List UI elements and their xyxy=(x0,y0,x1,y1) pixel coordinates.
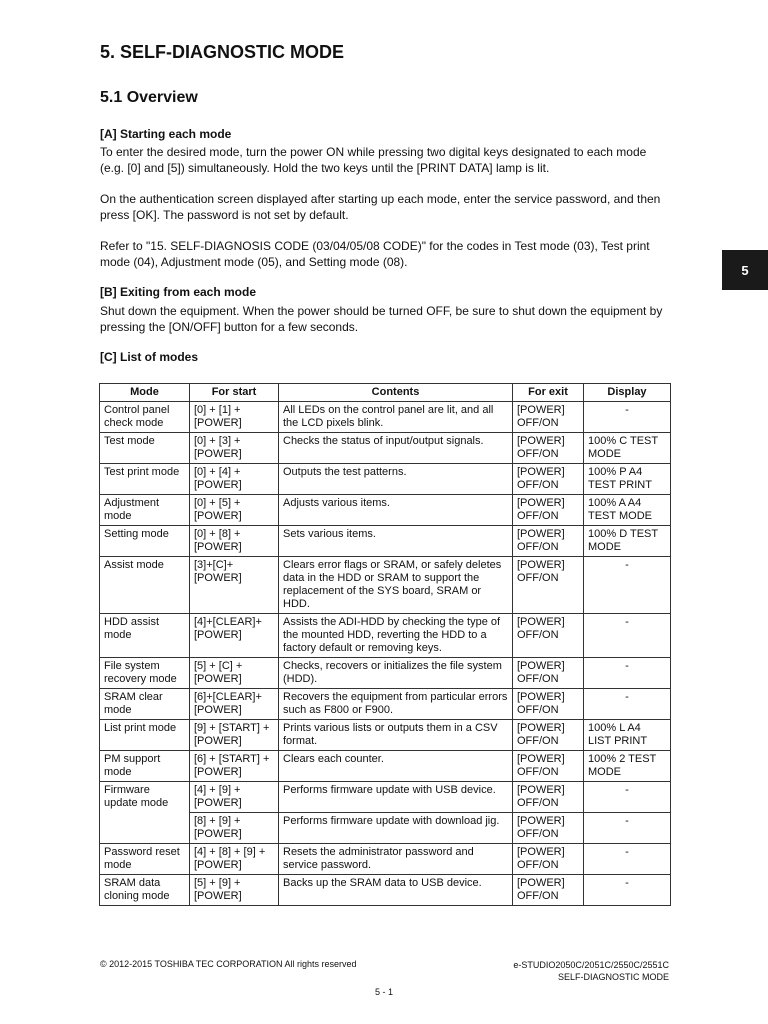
cell-mode: List print mode xyxy=(100,720,190,751)
cell-for-exit: [POWER] OFF/ON xyxy=(513,464,584,495)
cell-for-exit: [POWER] OFF/ON xyxy=(513,658,584,689)
cell-for-start: [5] + [C] + [POWER] xyxy=(190,658,279,689)
table-row xyxy=(100,689,671,720)
cell-mode: SRAM data cloning mode xyxy=(100,875,190,906)
cell-contents: Backs up the SRAM data to USB device. xyxy=(279,875,513,906)
table-row xyxy=(100,782,671,813)
cell-mode: Test mode xyxy=(100,433,190,464)
table-row xyxy=(100,720,671,751)
header-mode: Mode xyxy=(100,384,190,402)
cell-contents: Sets various items. xyxy=(279,526,513,557)
table-header-row xyxy=(100,384,671,402)
cell-contents: Performs firmware update with USB device. xyxy=(279,782,513,813)
cell-for-exit: [POWER] OFF/ON xyxy=(513,813,584,844)
cell-display: 100% 2 TEST MODE xyxy=(584,751,671,782)
cell-for-start: [0] + [1] + [POWER] xyxy=(190,402,279,433)
paragraph-starting-2: On the authentication screen displayed after starting up each mode, enter the service password, and then press [OK]. The password is not set by default. xyxy=(100,192,661,222)
cell-display: - xyxy=(584,875,671,906)
cell-for-start: [0] + [3] + [POWER] xyxy=(190,433,279,464)
table-row xyxy=(100,526,671,557)
cell-for-start: [5] + [9] + [POWER] xyxy=(190,875,279,906)
cell-display: 100% C TEST MODE xyxy=(584,433,671,464)
heading-list-of-modes: [C] List of modes xyxy=(100,350,198,364)
cell-mode: Firmware update mode xyxy=(100,782,190,844)
cell-contents: Clears error flags or SRAM, or safely deletes data in the HDD or SRAM to support the replacement of the SYS board, SRAM or HDD. xyxy=(279,557,513,614)
cell-contents: Resets the administrator password and service password. xyxy=(279,844,513,875)
cell-contents: Assists the ADI-HDD by checking the type of the mounted HDD, reverting the HDD to a factory default or removing keys. xyxy=(279,614,513,658)
table-row xyxy=(100,658,671,689)
cell-mode: PM support mode xyxy=(100,751,190,782)
cell-display: 100% A A4 TEST MODE xyxy=(584,495,671,526)
header-display: Display xyxy=(584,384,671,402)
cell-mode: SRAM clear mode xyxy=(100,689,190,720)
chapter-title: 5. SELF-DIAGNOSTIC MODE xyxy=(100,42,345,62)
table-row xyxy=(100,464,671,495)
cell-for-start: [4] + [9] + [POWER] xyxy=(190,782,279,813)
cell-for-exit: [POWER] OFF/ON xyxy=(513,720,584,751)
table-row xyxy=(100,844,671,875)
paragraph-starting-1: To enter the desired mode, turn the power ON while pressing two digital keys designated to each mode (e.g. [0] and [5]) simultaneously. Hold the two keys until the [PRINT DATA] lamp is lit. xyxy=(100,145,647,175)
cell-for-start: [0] + [4] + [POWER] xyxy=(190,464,279,495)
cell-mode: Setting mode xyxy=(100,526,190,557)
cell-for-exit: [POWER] OFF/ON xyxy=(513,751,584,782)
cell-display: - xyxy=(584,402,671,433)
table-row xyxy=(100,614,671,658)
cell-display: - xyxy=(584,844,671,875)
cell-mode: Assist mode xyxy=(100,557,190,614)
cell-for-exit: [POWER] OFF/ON xyxy=(513,614,584,658)
cell-for-exit: [POWER] OFF/ON xyxy=(513,782,584,813)
cell-display: 100% D TEST MODE xyxy=(584,526,671,557)
cell-display: - xyxy=(584,614,671,658)
header-for-exit: For exit xyxy=(513,384,584,402)
cell-contents: Performs firmware update with download jig. xyxy=(279,813,513,844)
cell-contents: All LEDs on the control panel are lit, and all the LCD pixels blink. xyxy=(279,402,513,433)
cell-for-exit: [POWER] OFF/ON xyxy=(513,844,584,875)
cell-display: - xyxy=(584,813,671,844)
cell-for-exit: [POWER] OFF/ON xyxy=(513,557,584,614)
cell-contents: Checks, recovers or initializes the file system (HDD). xyxy=(279,658,513,689)
cell-for-start: [6] + [START] + [POWER] xyxy=(190,751,279,782)
cell-for-exit: [POWER] OFF/ON xyxy=(513,495,584,526)
section-title: 5.1 Overview xyxy=(100,89,198,106)
cell-contents: Recovers the equipment from particular errors such as F800 or F900. xyxy=(279,689,513,720)
cell-for-start: [0] + [5] + [POWER] xyxy=(190,495,279,526)
page-number: 5 - 1 xyxy=(374,987,393,997)
cell-contents: Adjusts various items. xyxy=(279,495,513,526)
table-row xyxy=(100,751,671,782)
table-row xyxy=(100,402,671,433)
cell-display: - xyxy=(584,689,671,720)
cell-for-exit: [POWER] OFF/ON xyxy=(513,689,584,720)
cell-for-start: [8] + [9] + [POWER] xyxy=(190,813,279,844)
footer-model: e-STUDIO2050C/2051C/2550C/2551C xyxy=(513,960,669,970)
cell-for-exit: [POWER] OFF/ON xyxy=(513,433,584,464)
cell-for-start: [6]+[CLEAR]+ [POWER] xyxy=(190,689,279,720)
table-row xyxy=(100,557,671,614)
modes-table xyxy=(99,383,671,906)
footer-model-info xyxy=(513,959,669,983)
cell-contents: Prints various lists or outputs them in a CSV format. xyxy=(279,720,513,751)
cell-contents: Clears each counter. xyxy=(279,751,513,782)
cell-for-start: [4] + [8] + [9] + [POWER] xyxy=(190,844,279,875)
heading-starting-each-mode: [A] Starting each mode xyxy=(100,127,232,141)
paragraph-starting-3: Refer to "15. SELF-DIAGNOSIS CODE (03/04/05/08 CODE)" for the codes in Test mode (03), Test print mode (04), Adjustment mode (05), and Setting mode (08). xyxy=(100,239,650,269)
cell-mode: Control panel check mode xyxy=(100,402,190,433)
header-contents: Contents xyxy=(279,384,513,402)
cell-display: 100% L A4 LIST PRINT xyxy=(584,720,671,751)
cell-display: - xyxy=(584,782,671,813)
cell-display: 100% P A4 TEST PRINT xyxy=(584,464,671,495)
footer-copyright: © 2012-2015 TOSHIBA TEC CORPORATION All rights reserved xyxy=(100,959,357,969)
chapter-tab-marker: 5 xyxy=(722,250,768,290)
heading-exiting-each-mode: [B] Exiting from each mode xyxy=(100,285,257,299)
cell-for-start: [4]+[CLEAR]+ [POWER] xyxy=(190,614,279,658)
paragraph-exiting: Shut down the equipment. When the power should be turned OFF, be sure to shut down the equipment by pressing the [ON/OFF] button for a few seconds. xyxy=(100,304,663,334)
table-row xyxy=(100,495,671,526)
cell-display: - xyxy=(584,658,671,689)
cell-contents: Outputs the test patterns. xyxy=(279,464,513,495)
cell-for-exit: [POWER] OFF/ON xyxy=(513,402,584,433)
cell-mode: HDD assist mode xyxy=(100,614,190,658)
footer-section: SELF-DIAGNOSTIC MODE xyxy=(557,972,669,982)
cell-for-exit: [POWER] OFF/ON xyxy=(513,526,584,557)
cell-for-exit: [POWER] OFF/ON xyxy=(513,875,584,906)
cell-mode: File system recovery mode xyxy=(100,658,190,689)
cell-for-start: [3]+[C]+ [POWER] xyxy=(190,557,279,614)
cell-mode: Password reset mode xyxy=(100,844,190,875)
cell-for-start: [0] + [8] + [POWER] xyxy=(190,526,279,557)
cell-mode: Test print mode xyxy=(100,464,190,495)
table-row xyxy=(100,875,671,906)
cell-display: - xyxy=(584,557,671,614)
cell-for-start: [9] + [START] + [POWER] xyxy=(190,720,279,751)
table-row xyxy=(100,433,671,464)
cell-contents: Checks the status of input/output signals. xyxy=(279,433,513,464)
header-for-start: For start xyxy=(190,384,279,402)
cell-mode: Adjustment mode xyxy=(100,495,190,526)
